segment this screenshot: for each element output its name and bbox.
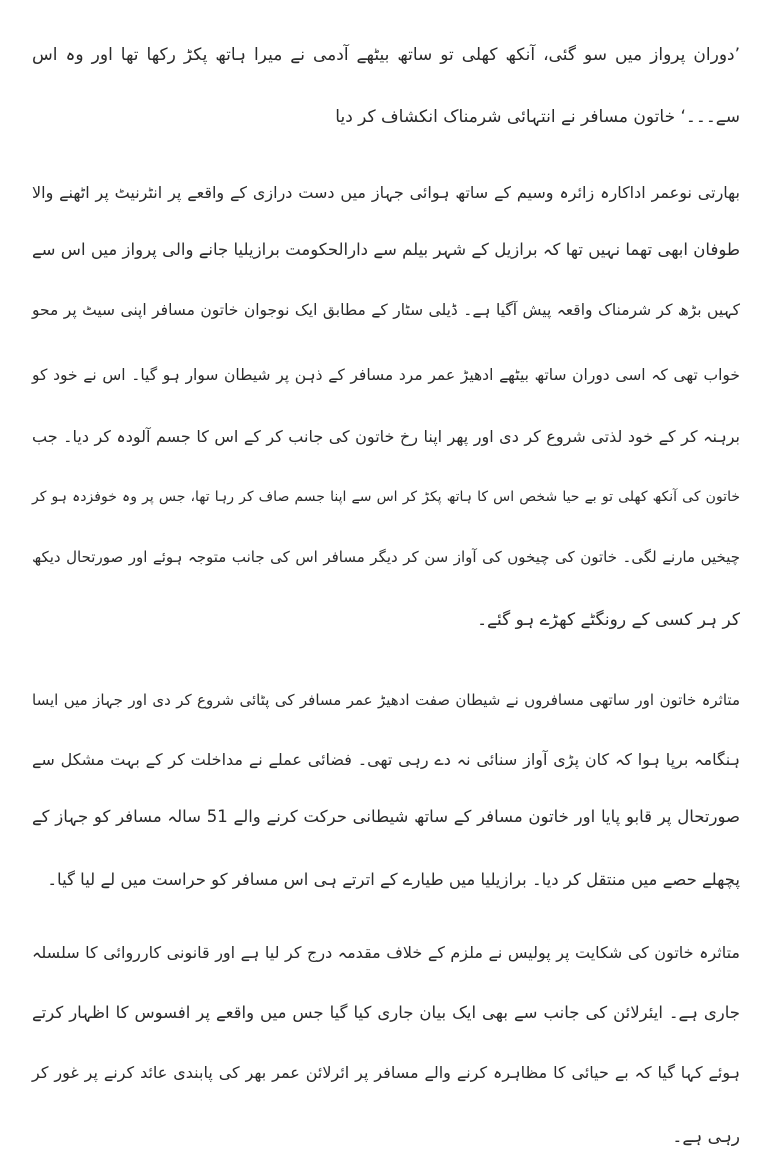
paragraph-line: صورتحال پر قابو پایا اور خاتون مسافر کے ساتھ شیطانی حرکت کرنے والے 51 سالہ مسافر کو جہاز کے <box>32 807 740 826</box>
paragraph-line: ہوئے کہا گیا کہ بے حیائی کا مظاہرہ کرنے والے مسافر پر ائرلائن عمر بھر کی پابندی عائد کرنے پر غور کر <box>32 1063 740 1082</box>
paragraph-line: رہی ہے۔ <box>672 1127 740 1147</box>
paragraph-line: متاثرہ خاتون اور ساتھی مسافروں نے شیطان صفت ادھیڑ عمر مسافر کی پٹائی شروع کر دی اور جہاز میں ایسا <box>32 691 740 709</box>
paragraph-line: جاری ہے۔ ایئرلائن کی جانب سے بھی ایک بیان جاری کیا گیا جس میں واقعے پر افسوس کا اظہار کرتے <box>32 1003 740 1022</box>
paragraph-line: خاتون کی آنکھ کھلی تو بے حیا شخص اس کا ہاتھ پکڑ کر اس سے اپنا جسم صاف کر رہا تھا، جس پر وہ خوفزدہ ہو کر <box>32 489 740 505</box>
paragraph-line: چیخیں مارنے لگی۔ خاتون کی چیخوں کی آواز سن کر دیگر مسافر اس کی جانب متوجہ ہوئے اور صورتحال دیکھ <box>32 548 740 566</box>
paragraph-line: بھارتی نوعمر اداکارہ زائرہ وسیم کے ساتھ ہوائی جہاز میں دست درازی کے واقعے پر انٹرنیٹ پر اٹھنے والا <box>32 183 740 202</box>
paragraph-line: طوفان ابھی تھما نہیں تھا کہ برازیل کے شہر بیلم سے دارالحکومت برازیلیا جانے والی پرواز میں اس سے <box>32 240 740 259</box>
headline-line: سے۔۔۔‘ خاتون مسافر نے انتہائی شرمناک انکشاف کر دیا <box>335 107 740 127</box>
headline-line: ’دوران پرواز میں سو گئی، آنکھ کھلی تو ساتھ بیٹھے آدمی نے میرا ہاتھ پکڑ رکھا تھا اور وہ اس <box>32 45 740 65</box>
paragraph-line: برہنہ کر کے خود لذتی شروع کر دی اور پھر اپنا رخ خاتون کی جانب کر کے اس کا جسم آلودہ کر دیا۔ جب <box>32 427 740 446</box>
paragraph-line: خواب تھی کہ اسی دوران ساتھ بیٹھے ادھیڑ عمر مرد مسافر کے ذہن پر شیطان سوار ہو گیا۔ اس نے خود کو <box>32 366 740 384</box>
paragraph-line: پچھلے حصے میں منتقل کر دیا۔ برازیلیا میں طیارے کے اترتے ہی اس مسافر کو حراست میں لے لیا گیا۔ <box>47 870 740 889</box>
paragraph-line: کہیں بڑھ کر شرمناک واقعہ پیش آگیا ہے۔ ڈیلی سٹار کے مطابق ایک نوجوان خاتون مسافر اپنی سیٹ پر محو <box>32 301 740 319</box>
paragraph-line: کر ہر کسی کے رونگٹے کھڑے ہو گئے۔ <box>477 610 740 630</box>
paragraph-line: متاثرہ خاتون کی شکایت پر پولیس نے ملزم کے خلاف مقدمہ درج کر لیا ہے اور قانونی کارروائی کا سلسلہ <box>32 943 740 962</box>
paragraph-line: ہنگامہ برپا ہوا کہ کان پڑی آواز سنائی نہ دے رہی تھی۔ فضائی عملے نے مداخلت کر کے بہت مشکل سے <box>32 750 740 769</box>
